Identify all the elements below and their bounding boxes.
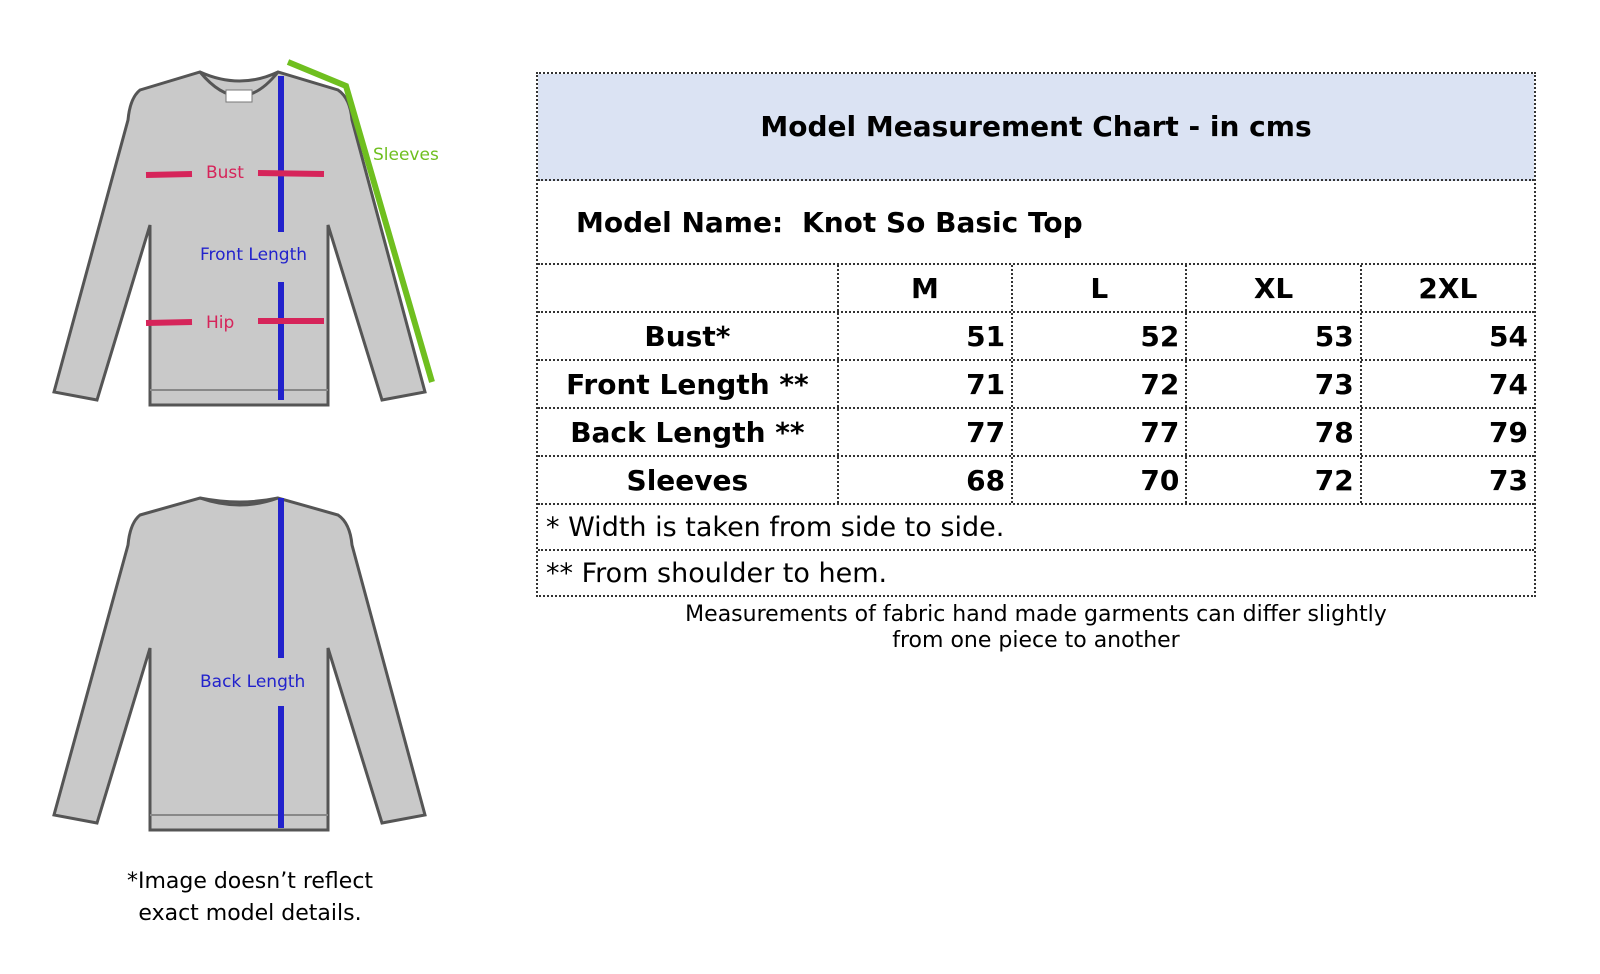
- table-row-sleeves: [538, 457, 1534, 505]
- image-disclaimer: [90, 866, 410, 930]
- table-cell: 51: [837, 313, 1011, 359]
- caption-line-2: from one piece to another: [892, 628, 1180, 653]
- back-tshirt-icon: [54, 498, 425, 830]
- back-tshirt-illustration: [40, 480, 460, 850]
- table-cell: 71: [837, 361, 1011, 407]
- table-row-bust: [538, 313, 1534, 361]
- table-cell: 79: [1360, 409, 1534, 455]
- disclaimer-line-1: *Image doesn’t reflect: [126, 869, 374, 894]
- variation-caption: [536, 602, 1536, 654]
- disclaimer-line-2: exact model details.: [138, 901, 362, 926]
- table-cell: 68: [837, 457, 1011, 503]
- row-label: Sleeves: [626, 463, 749, 497]
- table-cell: 72: [1185, 457, 1359, 503]
- model-name-value: Knot So Basic Top: [802, 205, 1083, 239]
- front-tshirt-icon: [54, 72, 425, 405]
- table-cell: 73: [1185, 361, 1359, 407]
- table-cell: 70: [1011, 457, 1185, 503]
- table-cell: 77: [837, 409, 1011, 455]
- bust-line-right: [258, 173, 324, 174]
- front-length-label: Front Length: [200, 245, 308, 265]
- table-cell: 73: [1360, 457, 1534, 503]
- table-cell: 78: [1185, 409, 1359, 455]
- header-empty-cell: [538, 265, 837, 311]
- size-header-row: [538, 265, 1534, 313]
- table-cell: 72: [1011, 361, 1185, 407]
- back-length-label: Back Length: [200, 672, 306, 692]
- table-cell: 54: [1360, 313, 1534, 359]
- row-label: Bust*: [644, 319, 731, 353]
- model-name-label: Model Name:: [576, 205, 784, 239]
- hip-line-left: [146, 322, 192, 323]
- note-length: ** From shoulder to hem.: [546, 557, 888, 589]
- front-tshirt-illustration: [40, 50, 460, 430]
- table-cell: 74: [1360, 361, 1534, 407]
- size-header-2xl: 2XL: [1360, 265, 1534, 311]
- size-header-xl: XL: [1185, 265, 1359, 311]
- sleeves-label: Sleeves: [373, 145, 439, 165]
- table-row-front-length: [538, 361, 1534, 409]
- table-cell: 53: [1185, 313, 1359, 359]
- bust-line-left: [146, 174, 192, 175]
- table-cell: 52: [1011, 313, 1185, 359]
- measurement-chart: [536, 72, 1536, 597]
- note-width: * Width is taken from side to side.: [538, 505, 1534, 551]
- table-row-back-length: [538, 409, 1534, 457]
- caption-line-1: Measurements of fabric hand made garments can differ slightly: [685, 602, 1387, 627]
- table-cell: 77: [1011, 409, 1185, 455]
- model-name-row: [538, 181, 1534, 265]
- row-label: Front Length **: [566, 367, 809, 401]
- bust-label: Bust: [206, 163, 244, 183]
- hip-label: Hip: [206, 313, 235, 333]
- neck-tag: [226, 90, 252, 102]
- chart-title: Model Measurement Chart - in cms: [538, 74, 1534, 181]
- size-header-m: M: [837, 265, 1011, 311]
- size-header-l: L: [1011, 265, 1185, 311]
- row-label: Back Length **: [570, 415, 805, 449]
